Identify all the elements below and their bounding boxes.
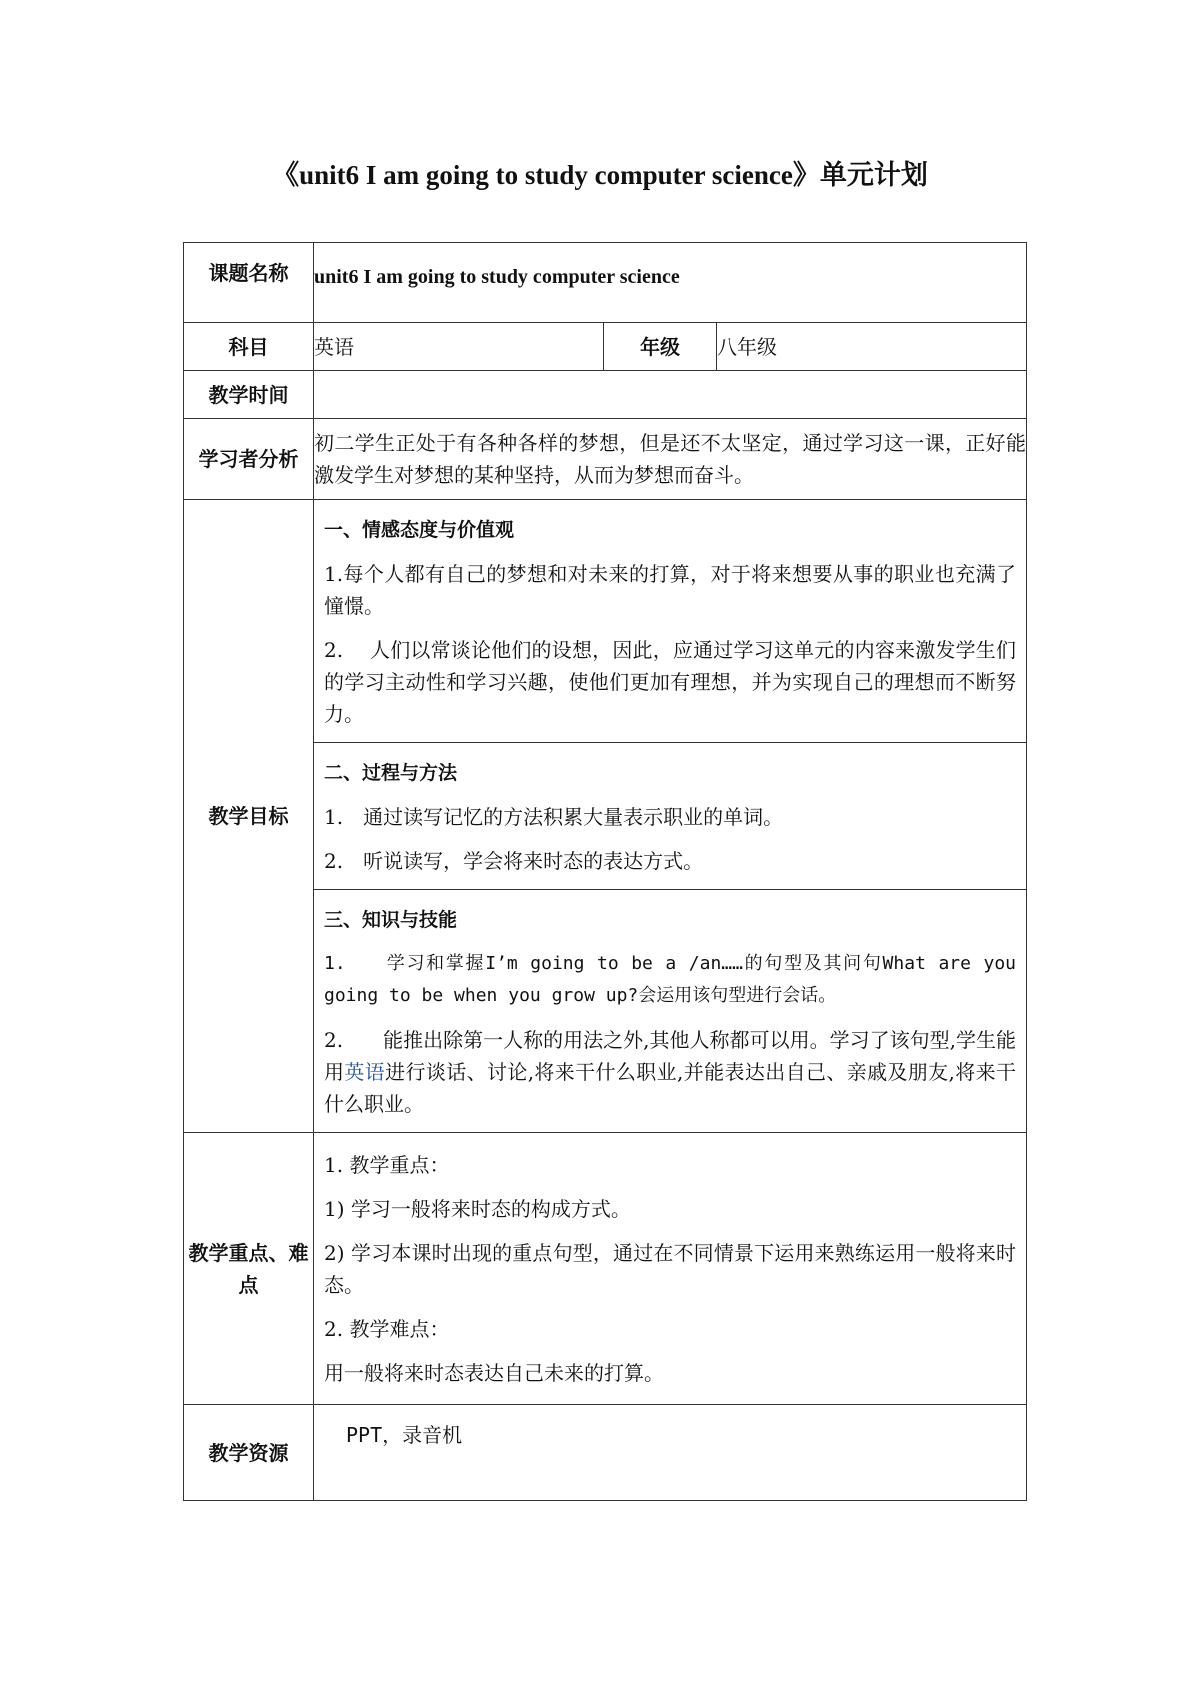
topic-label: 课题名称 <box>184 243 314 323</box>
topic-value: unit6 I am going to study computer science <box>314 243 1027 323</box>
document-title: 《unit6 I am going to study computer science》单元计划 <box>272 160 928 190</box>
subject-value: 英语 <box>314 323 604 371</box>
row-resources <box>184 1405 1027 1501</box>
objective-item: 2. 人们以常谈论他们的设想，因此，应通过学习这单元的内容来激发学生们的学习主动性和学习兴趣，使他们更加有理想，并为实现自己的理想而不断努力。 <box>324 638 1016 726</box>
subject-label: 科目 <box>184 323 314 371</box>
objective-section-knowledge <box>314 890 1027 1133</box>
grade-label: 年级 <box>604 323 717 371</box>
key-points-content <box>314 1133 1027 1405</box>
row-subject-grade <box>184 323 1027 371</box>
unit-plan-table <box>183 242 1027 1501</box>
learner-analysis-value: 初二学生正处于有各种各样的梦想，但是还不太坚定，通过学习这一课，正好能激发学生对梦想的某种坚持，从而为梦想而奋斗。 <box>314 419 1027 500</box>
key-point-item: 1) 学习一般将来时态的构成方式。 <box>324 1197 631 1221</box>
objective-item-text: 2. 能推出除第一人称的用法之外,其他人称都可以用。学习了该句型,学生能用 <box>324 1028 1016 1084</box>
key-points-label: 教学重点、难点 <box>184 1133 314 1405</box>
objective-item: 1.每个人都有自己的梦想和对未来的打算，对于将来想要从事的职业也充满了憧憬。 <box>324 562 1016 618</box>
key-point-item: 用一般将来时态表达自己未来的打算。 <box>324 1361 664 1385</box>
objective-item <box>324 1024 1016 1120</box>
objective-section-attitude <box>314 500 1027 743</box>
key-point-item: 2) 学习本课时出现的重点句型，通过在不同情景下运用来熟练运用一般将来时态。 <box>324 1241 1016 1297</box>
grade-value: 八年级 <box>717 323 1027 371</box>
english-link[interactable]: 英语 <box>344 1060 386 1084</box>
objective-section-process <box>314 743 1027 890</box>
objectives-label: 教学目标 <box>184 500 314 1133</box>
objective-item: 1. 学习和掌握I’m going to be a /an……的句型及其问句What are you going to be when you grow up?会运用该句型进行会话。 <box>324 953 1016 1006</box>
learner-analysis-label: 学习者分析 <box>184 419 314 500</box>
section-heading: 二、过程与方法 <box>324 762 458 784</box>
section-heading: 三、知识与技能 <box>324 909 458 931</box>
teaching-time-label: 教学时间 <box>184 371 314 419</box>
row-teaching-time <box>184 371 1027 419</box>
objective-item-text: 进行谈话、讨论,将来干什么职业,并能表达出自己、亲戚及朋友,将来干什么职业。 <box>324 1060 1017 1116</box>
key-point-item: 1. 教学重点： <box>324 1153 450 1177</box>
row-key-points <box>184 1133 1027 1405</box>
row-topic <box>184 243 1027 323</box>
teaching-time-value <box>314 371 1027 419</box>
objective-item: 2. 听说读写，学会将来时态的表达方式。 <box>324 849 704 873</box>
row-learner-analysis <box>184 419 1027 500</box>
section-heading: 一、情感态度与价值观 <box>324 519 515 541</box>
key-point-item: 2. 教学难点： <box>324 1317 450 1341</box>
row-objective-attitude <box>184 500 1027 743</box>
resources-label: 教学资源 <box>184 1405 314 1501</box>
objective-item: 1. 通过读写记忆的方法积累大量表示职业的单词。 <box>324 805 784 829</box>
resources-value: PPT，录音机 <box>314 1405 1027 1501</box>
